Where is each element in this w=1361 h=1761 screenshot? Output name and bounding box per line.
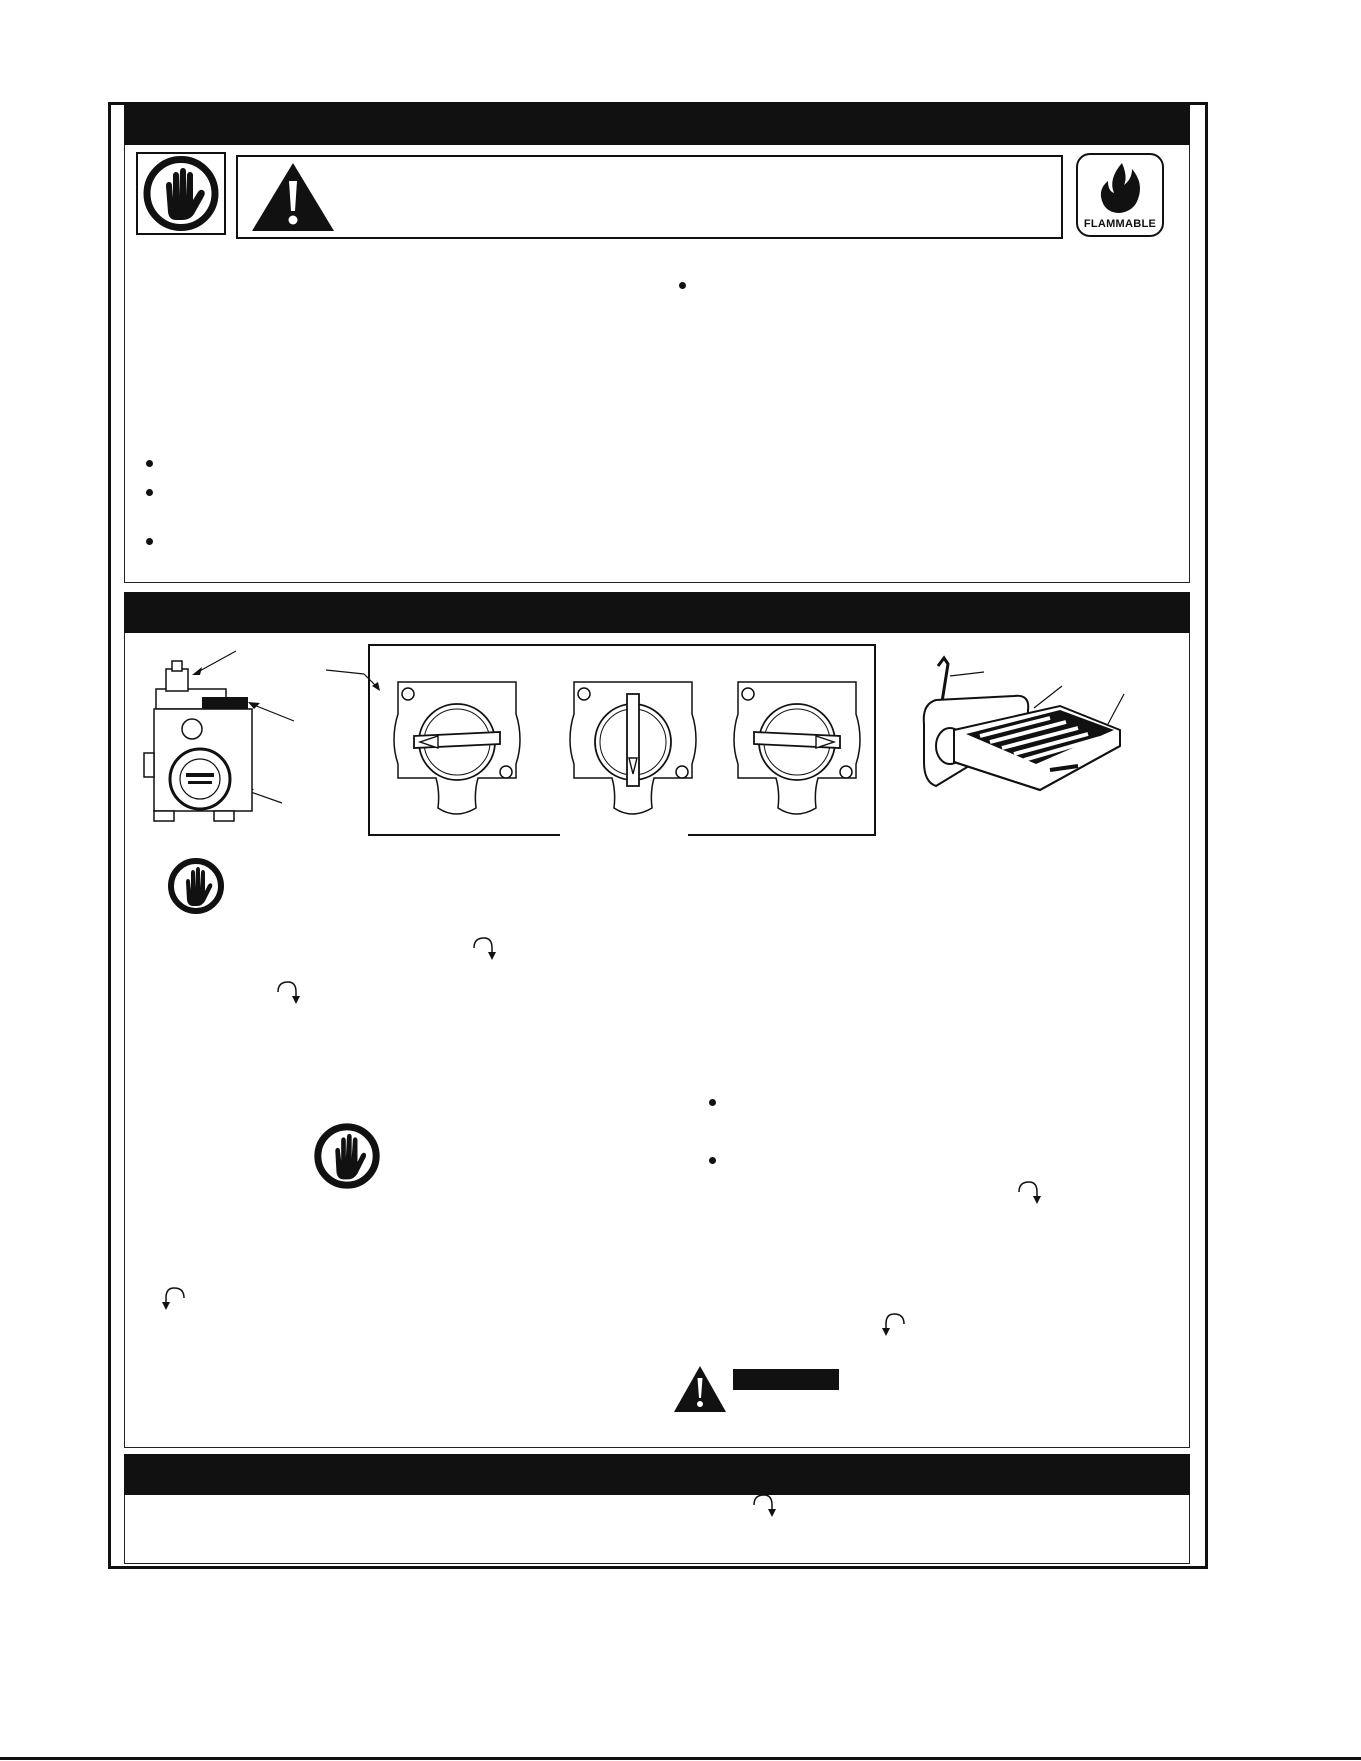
warning-triangle-icon — [248, 159, 338, 235]
burner-assembly-icon — [910, 650, 1140, 830]
lighting-header-bar — [124, 592, 1190, 633]
stop-hand-icon — [312, 1121, 382, 1191]
gas-control-valve-icon — [136, 645, 306, 835]
counterclockwise-arrow-icon — [160, 1284, 188, 1312]
control-knob-icon — [566, 680, 700, 820]
warning-triangle-icon — [672, 1364, 728, 1414]
shutdown-header-bar — [124, 1454, 1190, 1495]
safety-header-bar — [124, 104, 1190, 145]
safety-bullet — [146, 538, 153, 545]
page-bottom-rule — [0, 1757, 1361, 1760]
clockwise-arrow-icon — [470, 934, 498, 962]
warning-badge — [733, 1369, 839, 1390]
control-knob-icon — [390, 680, 524, 820]
knob-frame-gap — [560, 832, 688, 838]
counterclockwise-arrow-icon — [880, 1310, 908, 1338]
control-knob-icon — [730, 680, 864, 820]
stop-hand-icon — [166, 856, 226, 916]
knob-leader-arrow — [324, 664, 384, 694]
flammable-label: FLAMMABLE — [1083, 218, 1157, 230]
flammable-flame-icon — [1076, 153, 1164, 237]
clockwise-arrow-icon — [1015, 1178, 1043, 1206]
safety-bullet — [679, 282, 686, 289]
safety-bullet — [146, 460, 153, 467]
warning-box — [236, 155, 1063, 239]
clockwise-arrow-icon — [274, 978, 302, 1006]
safety-bullet — [146, 489, 153, 496]
lighting-bullet — [709, 1099, 716, 1106]
stop-hand-icon — [136, 152, 226, 235]
lighting-bullet — [709, 1157, 716, 1164]
